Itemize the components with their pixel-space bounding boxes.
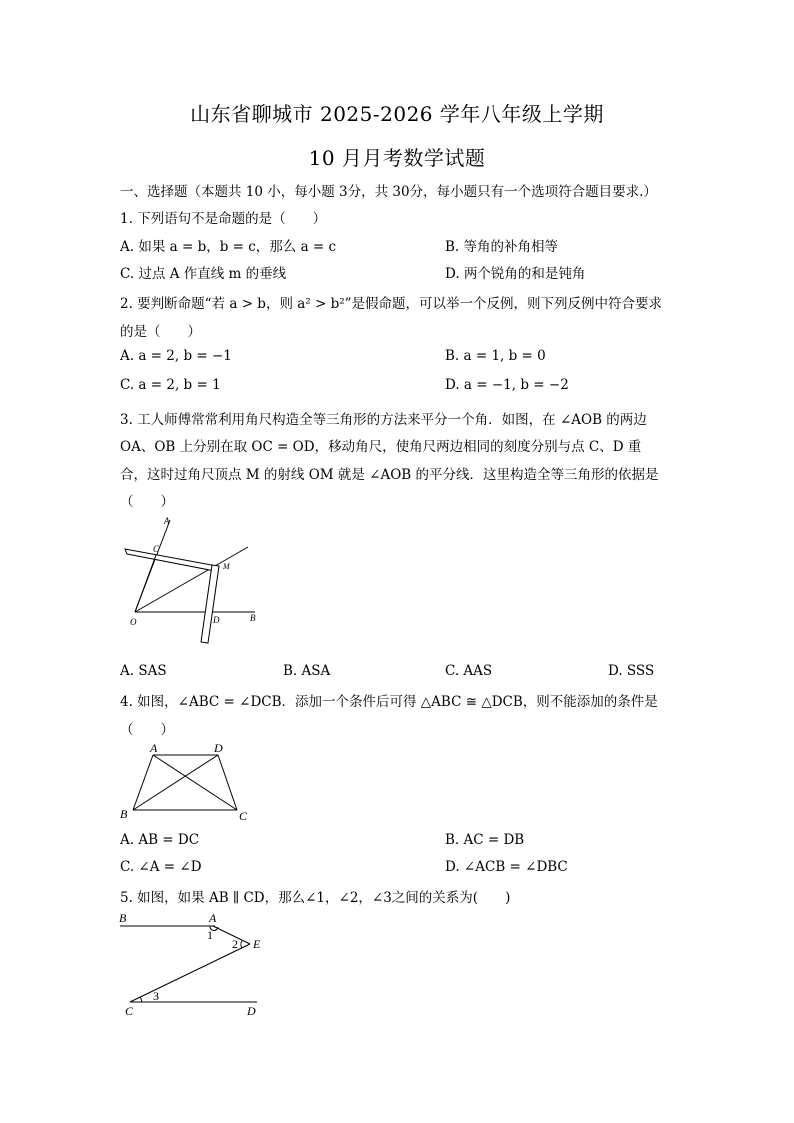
label-angle-2: 2 bbox=[232, 937, 238, 951]
label-m: M bbox=[223, 562, 230, 571]
label-a: A bbox=[150, 741, 158, 755]
label-angle-3: 3 bbox=[153, 989, 159, 1003]
question-1-stem: 1. 下列语句不是命题的是（ ） bbox=[120, 211, 327, 227]
question-3-line-3: 合，这时过角尺顶点 M 的射线 OM 就是 ∠AOB 的平分线．这里构造全等三角形的依据是 bbox=[120, 467, 659, 483]
title-line-2: 10 月月考数学试题 bbox=[308, 146, 486, 170]
label-c: C bbox=[239, 809, 248, 823]
question-3-line-4: （ ） bbox=[120, 494, 174, 510]
question-4-option-b: B. AC = DB bbox=[445, 832, 525, 848]
question-4-option-d: D. ∠ACB = ∠DBC bbox=[445, 859, 568, 875]
label-angle-1: 1 bbox=[207, 928, 213, 942]
question-1-option-c: C. 过点 A 作直线 m 的垂线 bbox=[120, 266, 287, 282]
question-3-option-c: C. AAS bbox=[445, 663, 493, 679]
question-3-option-a: A. SAS bbox=[120, 663, 167, 679]
question-4-option-c: C. ∠A = ∠D bbox=[120, 859, 202, 875]
question-2-option-a: A. a = 2, b = −1 bbox=[120, 348, 232, 364]
label-o: O bbox=[130, 617, 137, 627]
question-4-line-1: 4. 如图，∠ABC = ∠DCB．添加一个条件后可得 △ABC ≅ △DCB，则不能添加的条件是 bbox=[120, 694, 658, 710]
question-3-option-d: D. SSS bbox=[608, 663, 655, 679]
question-4-line-2: （ ） bbox=[120, 722, 174, 738]
section-heading: 一、选择题（本题共 10 小，每小题 3分，共 30分，每小题只有一个选项符合题目要求.） bbox=[120, 184, 657, 200]
ruler-arm-vertical bbox=[201, 565, 219, 643]
segment-ce bbox=[130, 944, 250, 1002]
ruler-arm-horizontal bbox=[125, 549, 217, 571]
label-b: B bbox=[120, 807, 128, 821]
quadrilateral-figure bbox=[115, 740, 255, 825]
question-5-stem: 5. 如图，如果 AB ∥ CD，那么∠1，∠2，∠3之间的关系为( ) bbox=[120, 890, 511, 906]
title-line-1: 山东省聊城市 2025-2026 学年八年级上学期 bbox=[190, 102, 604, 126]
question-3-option-b: B. ASA bbox=[283, 663, 331, 679]
question-1-option-d: D. 两个锐角的和是钝角 bbox=[445, 266, 586, 282]
question-4-option-a: A. AB = DC bbox=[120, 832, 200, 848]
segment-oc bbox=[135, 555, 156, 612]
label-d: D bbox=[213, 615, 220, 625]
label-a: A bbox=[164, 516, 170, 526]
question-2-option-c: C. a = 2, b = 1 bbox=[120, 377, 221, 393]
parallel-lines-figure bbox=[115, 908, 275, 1020]
angle-ruler-figure bbox=[120, 515, 270, 645]
question-2-option-b: B. a = 1, b = 0 bbox=[445, 348, 546, 364]
question-2-stem-line-2: 的是（ ） bbox=[120, 324, 201, 340]
question-2-option-d: D. a = −1, b = −2 bbox=[445, 377, 569, 393]
label-b: B bbox=[119, 911, 127, 925]
label-c: C bbox=[153, 544, 160, 554]
label-e: E bbox=[253, 937, 261, 951]
question-3-line-2: OA、OB 上分别在取 OC = OD，移动角尺，使角尺两边相同的刻度分别与点 C、D 重 bbox=[120, 439, 642, 455]
question-2-stem-line-1: 2. 要判断命题“若 a > b，则 a² > b²”是假命题，可以举一个反例，则下列反例中符合要求 bbox=[120, 296, 663, 312]
question-1-option-b: B. 等角的补角相等 bbox=[445, 239, 559, 255]
label-d: D bbox=[247, 1004, 256, 1018]
question-3-line-1: 3. 工人师傅常常利用角尺构造全等三角形的方法来平分一个角．如图，在 ∠AOB 的两边 bbox=[120, 412, 647, 428]
question-1-option-a: A. 如果 a = b，b = c，那么 a = c bbox=[120, 239, 337, 255]
label-b: B bbox=[250, 613, 256, 623]
label-c: C bbox=[125, 1004, 134, 1018]
label-d: D bbox=[214, 741, 223, 755]
label-a: A bbox=[209, 911, 217, 925]
